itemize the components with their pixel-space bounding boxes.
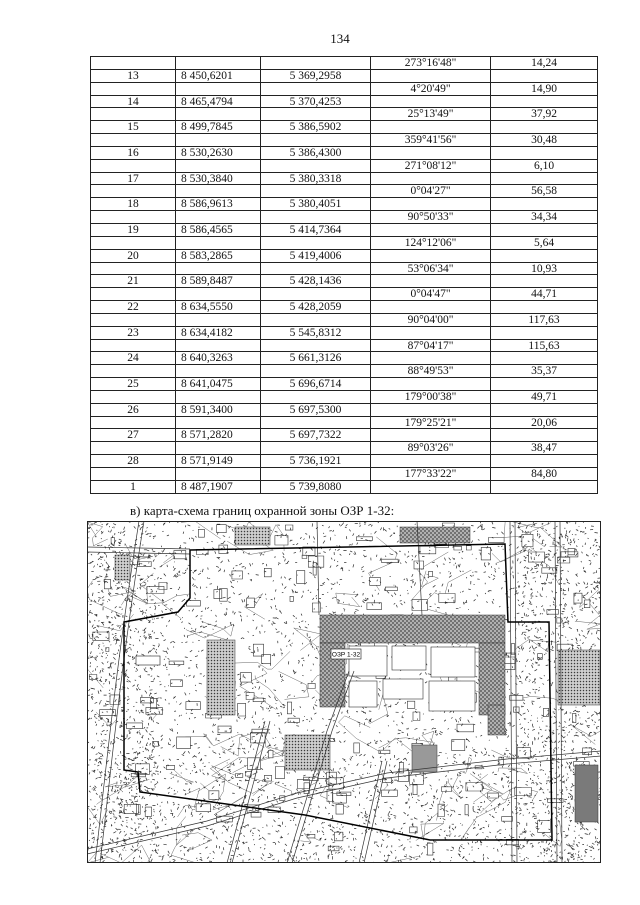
building bbox=[392, 646, 426, 670]
distance-cell: 6,10 bbox=[491, 160, 598, 173]
point-number-cell: 1 bbox=[91, 481, 176, 494]
point-number-cell: 26 bbox=[91, 404, 176, 417]
empty-cell bbox=[371, 173, 491, 186]
empty-cell bbox=[176, 211, 261, 224]
empty-cell bbox=[91, 185, 176, 198]
empty-cell bbox=[261, 314, 371, 327]
empty-cell bbox=[371, 429, 491, 442]
x-coordinate-cell: 8 589,8487 bbox=[176, 275, 261, 288]
hatched-area bbox=[400, 527, 470, 543]
boundary-coordinates-table bbox=[90, 56, 598, 494]
hatched-area bbox=[115, 555, 130, 580]
y-coordinate-cell: 5 697,5300 bbox=[261, 404, 371, 417]
direction-angle-cell: 4°20'49" bbox=[371, 83, 491, 96]
empty-cell bbox=[491, 121, 598, 134]
x-coordinate-cell: 8 583,2865 bbox=[176, 250, 261, 263]
y-coordinate-cell: 5 697,7322 bbox=[261, 429, 371, 442]
point-number-cell: 23 bbox=[91, 327, 176, 340]
empty-cell bbox=[176, 442, 261, 455]
x-coordinate-cell: 8 641,0475 bbox=[176, 378, 261, 391]
empty-cell bbox=[261, 263, 371, 276]
empty-cell bbox=[491, 173, 598, 186]
distance-cell: 10,93 bbox=[491, 263, 598, 276]
point-number-cell: 17 bbox=[91, 173, 176, 186]
direction-angle-cell: 273°16'48" bbox=[371, 57, 491, 70]
zone-map bbox=[87, 521, 601, 863]
direction-angle-cell: 179°00'38" bbox=[371, 391, 491, 404]
x-coordinate-cell: 8 591,3400 bbox=[176, 404, 261, 417]
empty-cell bbox=[176, 468, 261, 481]
x-coordinate-cell: 8 571,9149 bbox=[176, 455, 261, 468]
direction-angle-cell: 90°04'00" bbox=[371, 314, 491, 327]
empty-cell bbox=[261, 108, 371, 121]
distance-cell: 84,80 bbox=[491, 468, 598, 481]
direction-angle-cell: 0°04'47" bbox=[371, 288, 491, 301]
distance-cell: 30,48 bbox=[491, 134, 598, 147]
empty-cell bbox=[91, 391, 176, 404]
distance-cell: 49,71 bbox=[491, 391, 598, 404]
x-coordinate-cell: 8 450,6201 bbox=[176, 70, 261, 83]
empty-cell bbox=[371, 198, 491, 211]
empty-cell bbox=[491, 404, 598, 417]
x-coordinate-cell: 8 530,2630 bbox=[176, 147, 261, 160]
x-coordinate-cell: 8 586,4565 bbox=[176, 224, 261, 237]
empty-cell bbox=[371, 96, 491, 109]
hatched-area bbox=[207, 640, 235, 715]
empty-cell bbox=[176, 134, 261, 147]
empty-cell bbox=[371, 404, 491, 417]
y-coordinate-cell: 5 428,1436 bbox=[261, 275, 371, 288]
y-coordinate-cell: 5 696,6714 bbox=[261, 378, 371, 391]
x-coordinate-cell: 8 465,4794 bbox=[176, 96, 261, 109]
y-coordinate-cell: 5 736,1921 bbox=[261, 455, 371, 468]
empty-cell bbox=[261, 83, 371, 96]
hatched-area bbox=[235, 527, 270, 545]
empty-cell bbox=[261, 288, 371, 301]
empty-cell bbox=[371, 481, 491, 494]
empty-cell bbox=[261, 365, 371, 378]
distance-cell: 115,63 bbox=[491, 340, 598, 353]
y-coordinate-cell: 5 739,8080 bbox=[261, 481, 371, 494]
empty-cell bbox=[176, 314, 261, 327]
empty-cell bbox=[176, 160, 261, 173]
point-number-cell: 27 bbox=[91, 429, 176, 442]
empty-cell bbox=[91, 340, 176, 353]
empty-cell bbox=[261, 237, 371, 250]
empty-cell bbox=[261, 442, 371, 455]
empty-cell bbox=[176, 83, 261, 96]
empty-cell bbox=[176, 263, 261, 276]
distance-cell: 5,64 bbox=[491, 237, 598, 250]
hatched-area bbox=[558, 650, 600, 705]
x-coordinate-cell: 8 571,2820 bbox=[176, 429, 261, 442]
empty-cell bbox=[176, 57, 261, 70]
point-number-cell: 13 bbox=[91, 70, 176, 83]
empty-cell bbox=[91, 237, 176, 250]
empty-cell bbox=[91, 263, 176, 276]
page-number: 134 bbox=[330, 31, 350, 46]
direction-angle-cell: 0°04'27" bbox=[371, 185, 491, 198]
distance-cell: 14,90 bbox=[491, 83, 598, 96]
hatched-area bbox=[488, 705, 505, 735]
direction-angle-cell: 271°08'12" bbox=[371, 160, 491, 173]
empty-cell bbox=[371, 378, 491, 391]
zone-label bbox=[331, 649, 361, 659]
distance-cell: 35,37 bbox=[491, 365, 598, 378]
empty-cell bbox=[491, 250, 598, 263]
distance-cell: 37,92 bbox=[491, 108, 598, 121]
empty-cell bbox=[371, 224, 491, 237]
empty-cell bbox=[491, 224, 598, 237]
empty-cell bbox=[91, 314, 176, 327]
map-caption: в) карта-схема границ охранной зоны ОЗР 1-32: bbox=[130, 503, 395, 518]
empty-cell bbox=[371, 275, 491, 288]
x-coordinate-cell: 8 487,1907 bbox=[176, 481, 261, 494]
empty-cell bbox=[261, 391, 371, 404]
empty-cell bbox=[261, 160, 371, 173]
empty-cell bbox=[261, 211, 371, 224]
point-number-cell: 25 bbox=[91, 378, 176, 391]
empty-cell bbox=[371, 70, 491, 83]
direction-angle-cell: 179°25'21" bbox=[371, 417, 491, 430]
empty-cell bbox=[491, 198, 598, 211]
point-number-cell: 24 bbox=[91, 352, 176, 365]
empty-cell bbox=[91, 160, 176, 173]
empty-cell bbox=[176, 417, 261, 430]
x-coordinate-cell: 8 640,3263 bbox=[176, 352, 261, 365]
empty-cell bbox=[371, 121, 491, 134]
y-coordinate-cell: 5 380,4051 bbox=[261, 198, 371, 211]
empty-cell bbox=[261, 185, 371, 198]
point-number-cell: 14 bbox=[91, 96, 176, 109]
empty-cell bbox=[491, 96, 598, 109]
empty-cell bbox=[91, 365, 176, 378]
direction-angle-cell: 124°12'06" bbox=[371, 237, 491, 250]
y-coordinate-cell: 5 386,5902 bbox=[261, 121, 371, 134]
y-coordinate-cell: 5 419,4006 bbox=[261, 250, 371, 263]
y-coordinate-cell: 5 545,8312 bbox=[261, 327, 371, 340]
direction-angle-cell: 53°06'34" bbox=[371, 263, 491, 276]
distance-cell: 34,34 bbox=[491, 211, 598, 224]
empty-cell bbox=[176, 185, 261, 198]
empty-cell bbox=[261, 417, 371, 430]
gray-block bbox=[575, 765, 598, 822]
direction-angle-cell: 87°04'17" bbox=[371, 340, 491, 353]
distance-cell: 20,06 bbox=[491, 417, 598, 430]
y-coordinate-cell: 5 370,4253 bbox=[261, 96, 371, 109]
empty-cell bbox=[176, 237, 261, 250]
y-coordinate-cell: 5 386,4300 bbox=[261, 147, 371, 160]
empty-cell bbox=[91, 108, 176, 121]
empty-cell bbox=[91, 442, 176, 455]
direction-angle-cell: 90°50'33" bbox=[371, 211, 491, 224]
building bbox=[349, 681, 377, 707]
distance-cell: 56,58 bbox=[491, 185, 598, 198]
x-coordinate-cell: 8 499,7845 bbox=[176, 121, 261, 134]
empty-cell bbox=[91, 417, 176, 430]
direction-angle-cell: 359°41'56" bbox=[371, 134, 491, 147]
hatched-area bbox=[285, 735, 330, 770]
empty-cell bbox=[176, 340, 261, 353]
distance-cell: 14,24 bbox=[491, 57, 598, 70]
empty-cell bbox=[491, 275, 598, 288]
hatched-area bbox=[320, 615, 505, 643]
empty-cell bbox=[371, 327, 491, 340]
empty-cell bbox=[371, 352, 491, 365]
direction-angle-cell: 177°33'22" bbox=[371, 468, 491, 481]
y-coordinate-cell: 5 380,3318 bbox=[261, 173, 371, 186]
direction-angle-cell: 88°49'53" bbox=[371, 365, 491, 378]
distance-cell: 117,63 bbox=[491, 314, 598, 327]
empty-cell bbox=[371, 147, 491, 160]
building bbox=[431, 647, 475, 677]
empty-cell bbox=[491, 352, 598, 365]
empty-cell bbox=[176, 108, 261, 121]
empty-cell bbox=[176, 365, 261, 378]
x-coordinate-cell: 8 586,9613 bbox=[176, 198, 261, 211]
empty-cell bbox=[91, 211, 176, 224]
empty-cell bbox=[261, 134, 371, 147]
empty-cell bbox=[176, 391, 261, 404]
point-number-cell: 18 bbox=[91, 198, 176, 211]
point-number-cell: 21 bbox=[91, 275, 176, 288]
empty-cell bbox=[261, 57, 371, 70]
distance-cell: 44,71 bbox=[491, 288, 598, 301]
y-coordinate-cell: 5 661,3126 bbox=[261, 352, 371, 365]
x-coordinate-cell: 8 530,3840 bbox=[176, 173, 261, 186]
empty-cell bbox=[91, 288, 176, 301]
empty-cell bbox=[91, 468, 176, 481]
building bbox=[383, 679, 423, 699]
point-number-cell: 16 bbox=[91, 147, 176, 160]
empty-cell bbox=[176, 288, 261, 301]
direction-angle-cell: 25°13'49" bbox=[371, 108, 491, 121]
empty-cell bbox=[491, 429, 598, 442]
hatched-area bbox=[479, 643, 505, 715]
distance-cell: 38,47 bbox=[491, 442, 598, 455]
y-coordinate-cell: 5 369,2958 bbox=[261, 70, 371, 83]
y-coordinate-cell: 5 414,7364 bbox=[261, 224, 371, 237]
empty-cell bbox=[491, 378, 598, 391]
empty-cell bbox=[491, 455, 598, 468]
map-label-box bbox=[136, 656, 160, 665]
x-coordinate-cell: 8 634,4182 bbox=[176, 327, 261, 340]
y-coordinate-cell: 5 428,2059 bbox=[261, 301, 371, 314]
building bbox=[429, 681, 475, 711]
empty-cell bbox=[261, 468, 371, 481]
empty-cell bbox=[371, 250, 491, 263]
point-number-cell: 20 bbox=[91, 250, 176, 263]
empty-cell bbox=[491, 481, 598, 494]
point-number-cell: 19 bbox=[91, 224, 176, 237]
empty-cell bbox=[491, 147, 598, 160]
empty-cell bbox=[371, 301, 491, 314]
point-number-cell: 22 bbox=[91, 301, 176, 314]
empty-cell bbox=[91, 134, 176, 147]
zone-label-text: ОЗР 1-32 bbox=[331, 651, 361, 659]
point-number-cell: 15 bbox=[91, 121, 176, 134]
direction-angle-cell: 89°03'26" bbox=[371, 442, 491, 455]
empty-cell bbox=[91, 57, 176, 70]
empty-cell bbox=[491, 301, 598, 314]
empty-cell bbox=[371, 455, 491, 468]
empty-cell bbox=[491, 327, 598, 340]
point-number-cell: 28 bbox=[91, 455, 176, 468]
empty-cell bbox=[261, 340, 371, 353]
empty-cell bbox=[91, 83, 176, 96]
empty-cell bbox=[491, 70, 598, 83]
x-coordinate-cell: 8 634,5550 bbox=[176, 301, 261, 314]
